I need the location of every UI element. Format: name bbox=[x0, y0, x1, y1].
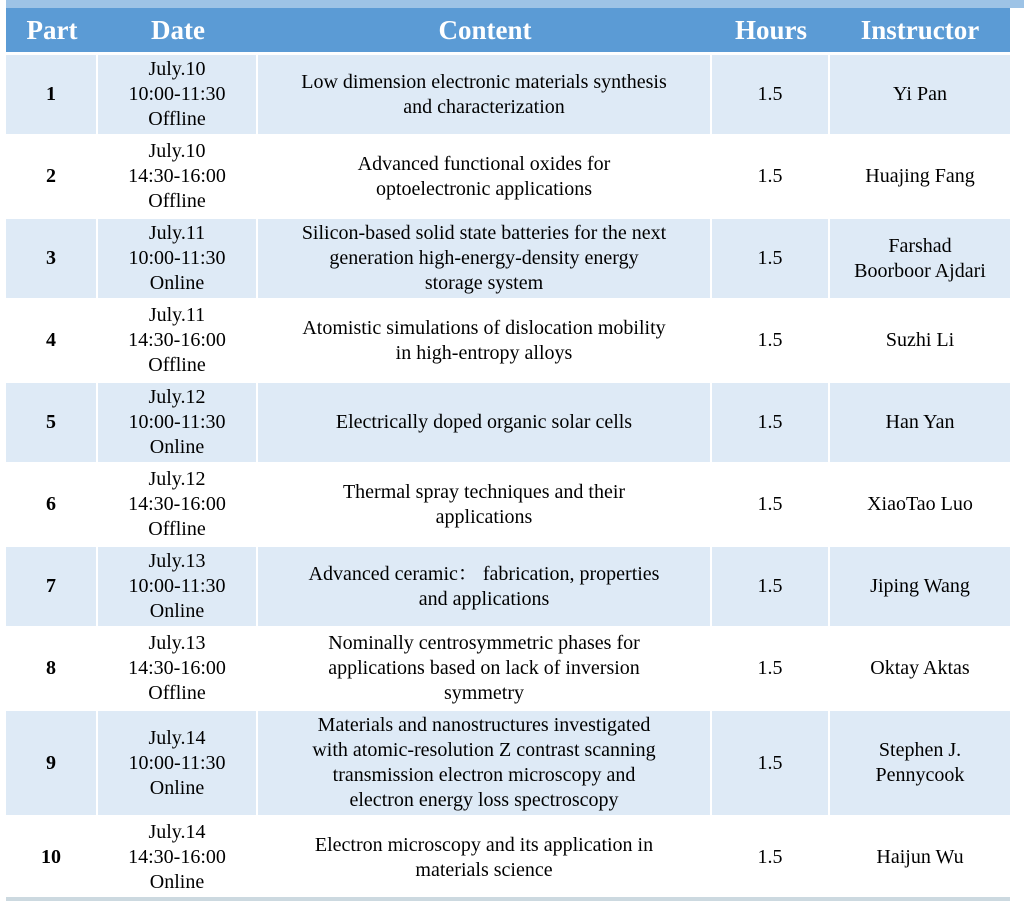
cell-content: Electrically doped organic solar cells bbox=[258, 380, 712, 462]
cell-part-number: 4 bbox=[6, 298, 98, 380]
table-row bbox=[6, 626, 1010, 708]
cell-content: Electron microscopy and its application in materials science bbox=[258, 815, 712, 897]
table-body bbox=[6, 52, 1010, 897]
cell-date: July.10 10:00-11:30 Offline bbox=[98, 52, 258, 134]
cell-content: Materials and nanostructures investigated with atomic-resolution Z contrast scanning transmission electron microscopy and electron energy loss spectroscopy bbox=[258, 708, 712, 815]
cell-part-number: 7 bbox=[6, 544, 98, 626]
cell-instructor: Farshad Boorboor Ajdari bbox=[830, 216, 1010, 298]
cell-content: Thermal spray techniques and their applications bbox=[258, 462, 712, 544]
cell-part-number: 3 bbox=[6, 216, 98, 298]
column-header-part: Part bbox=[6, 8, 98, 52]
cell-hours: 1.5 bbox=[712, 544, 830, 626]
column-header-content: Content bbox=[258, 8, 712, 52]
column-header-instructor: Instructor bbox=[830, 8, 1010, 52]
cell-hours: 1.5 bbox=[712, 462, 830, 544]
cell-date: July.11 10:00-11:30 Online bbox=[98, 216, 258, 298]
cell-hours: 1.5 bbox=[712, 298, 830, 380]
table-row bbox=[6, 544, 1010, 626]
cell-date: July.11 14:30-16:00 Offline bbox=[98, 298, 258, 380]
cell-content: Advanced functional oxides for optoelectronic applications bbox=[258, 134, 712, 216]
cell-instructor: Haijun Wu bbox=[830, 815, 1010, 897]
cell-part-number: 9 bbox=[6, 708, 98, 815]
table-row bbox=[6, 134, 1010, 216]
cell-hours: 1.5 bbox=[712, 52, 830, 134]
cell-hours: 1.5 bbox=[712, 134, 830, 216]
cell-hours: 1.5 bbox=[712, 626, 830, 708]
cell-date: July.14 10:00-11:30 Online bbox=[98, 708, 258, 815]
cell-content: Low dimension electronic materials synthesis and characterization bbox=[258, 52, 712, 134]
cell-date: July.12 14:30-16:00 Offline bbox=[98, 462, 258, 544]
cell-date: July.13 14:30-16:00 Offline bbox=[98, 626, 258, 708]
cell-part-number: 2 bbox=[6, 134, 98, 216]
table-row bbox=[6, 52, 1010, 134]
cell-date: July.13 10:00-11:30 Online bbox=[98, 544, 258, 626]
cell-instructor: Stephen J. Pennycook bbox=[830, 708, 1010, 815]
cell-hours: 1.5 bbox=[712, 380, 830, 462]
table-row bbox=[6, 380, 1010, 462]
top-accent-strip bbox=[6, 0, 1024, 8]
cell-instructor: Jiping Wang bbox=[830, 544, 1010, 626]
cell-instructor: Huajing Fang bbox=[830, 134, 1010, 216]
cell-date: July.14 14:30-16:00 Online bbox=[98, 815, 258, 897]
cell-part-number: 1 bbox=[6, 52, 98, 134]
table-row bbox=[6, 815, 1010, 897]
column-header-date: Date bbox=[98, 8, 258, 52]
table-header bbox=[6, 8, 1010, 52]
cell-part-number: 5 bbox=[6, 380, 98, 462]
cell-hours: 1.5 bbox=[712, 815, 830, 897]
table-row bbox=[6, 708, 1010, 815]
cell-instructor: Yi Pan bbox=[830, 52, 1010, 134]
cell-instructor: Suzhi Li bbox=[830, 298, 1010, 380]
cell-content: Nominally centrosymmetric phases for applications based on lack of inversion symmetry bbox=[258, 626, 712, 708]
cell-hours: 1.5 bbox=[712, 216, 830, 298]
cell-content: Silicon-based solid state batteries for the next generation high-energy-density energy storage system bbox=[258, 216, 712, 298]
cell-content: Atomistic simulations of dislocation mobility in high-entropy alloys bbox=[258, 298, 712, 380]
cell-content: Advanced ceramic： fabrication, properties and applications bbox=[258, 544, 712, 626]
column-header-hours: Hours bbox=[712, 8, 830, 52]
table-row bbox=[6, 298, 1010, 380]
header-row bbox=[6, 8, 1010, 52]
cell-instructor: Oktay Aktas bbox=[830, 626, 1010, 708]
cell-part-number: 10 bbox=[6, 815, 98, 897]
table-row bbox=[6, 462, 1010, 544]
cell-part-number: 6 bbox=[6, 462, 98, 544]
cell-date: July.10 14:30-16:00 Offline bbox=[98, 134, 258, 216]
cell-hours: 1.5 bbox=[712, 708, 830, 815]
cell-instructor: XiaoTao Luo bbox=[830, 462, 1010, 544]
cell-date: July.12 10:00-11:30 Online bbox=[98, 380, 258, 462]
cell-part-number: 8 bbox=[6, 626, 98, 708]
schedule-table bbox=[6, 8, 1010, 901]
cell-instructor: Han Yan bbox=[830, 380, 1010, 462]
table-row bbox=[6, 216, 1010, 298]
